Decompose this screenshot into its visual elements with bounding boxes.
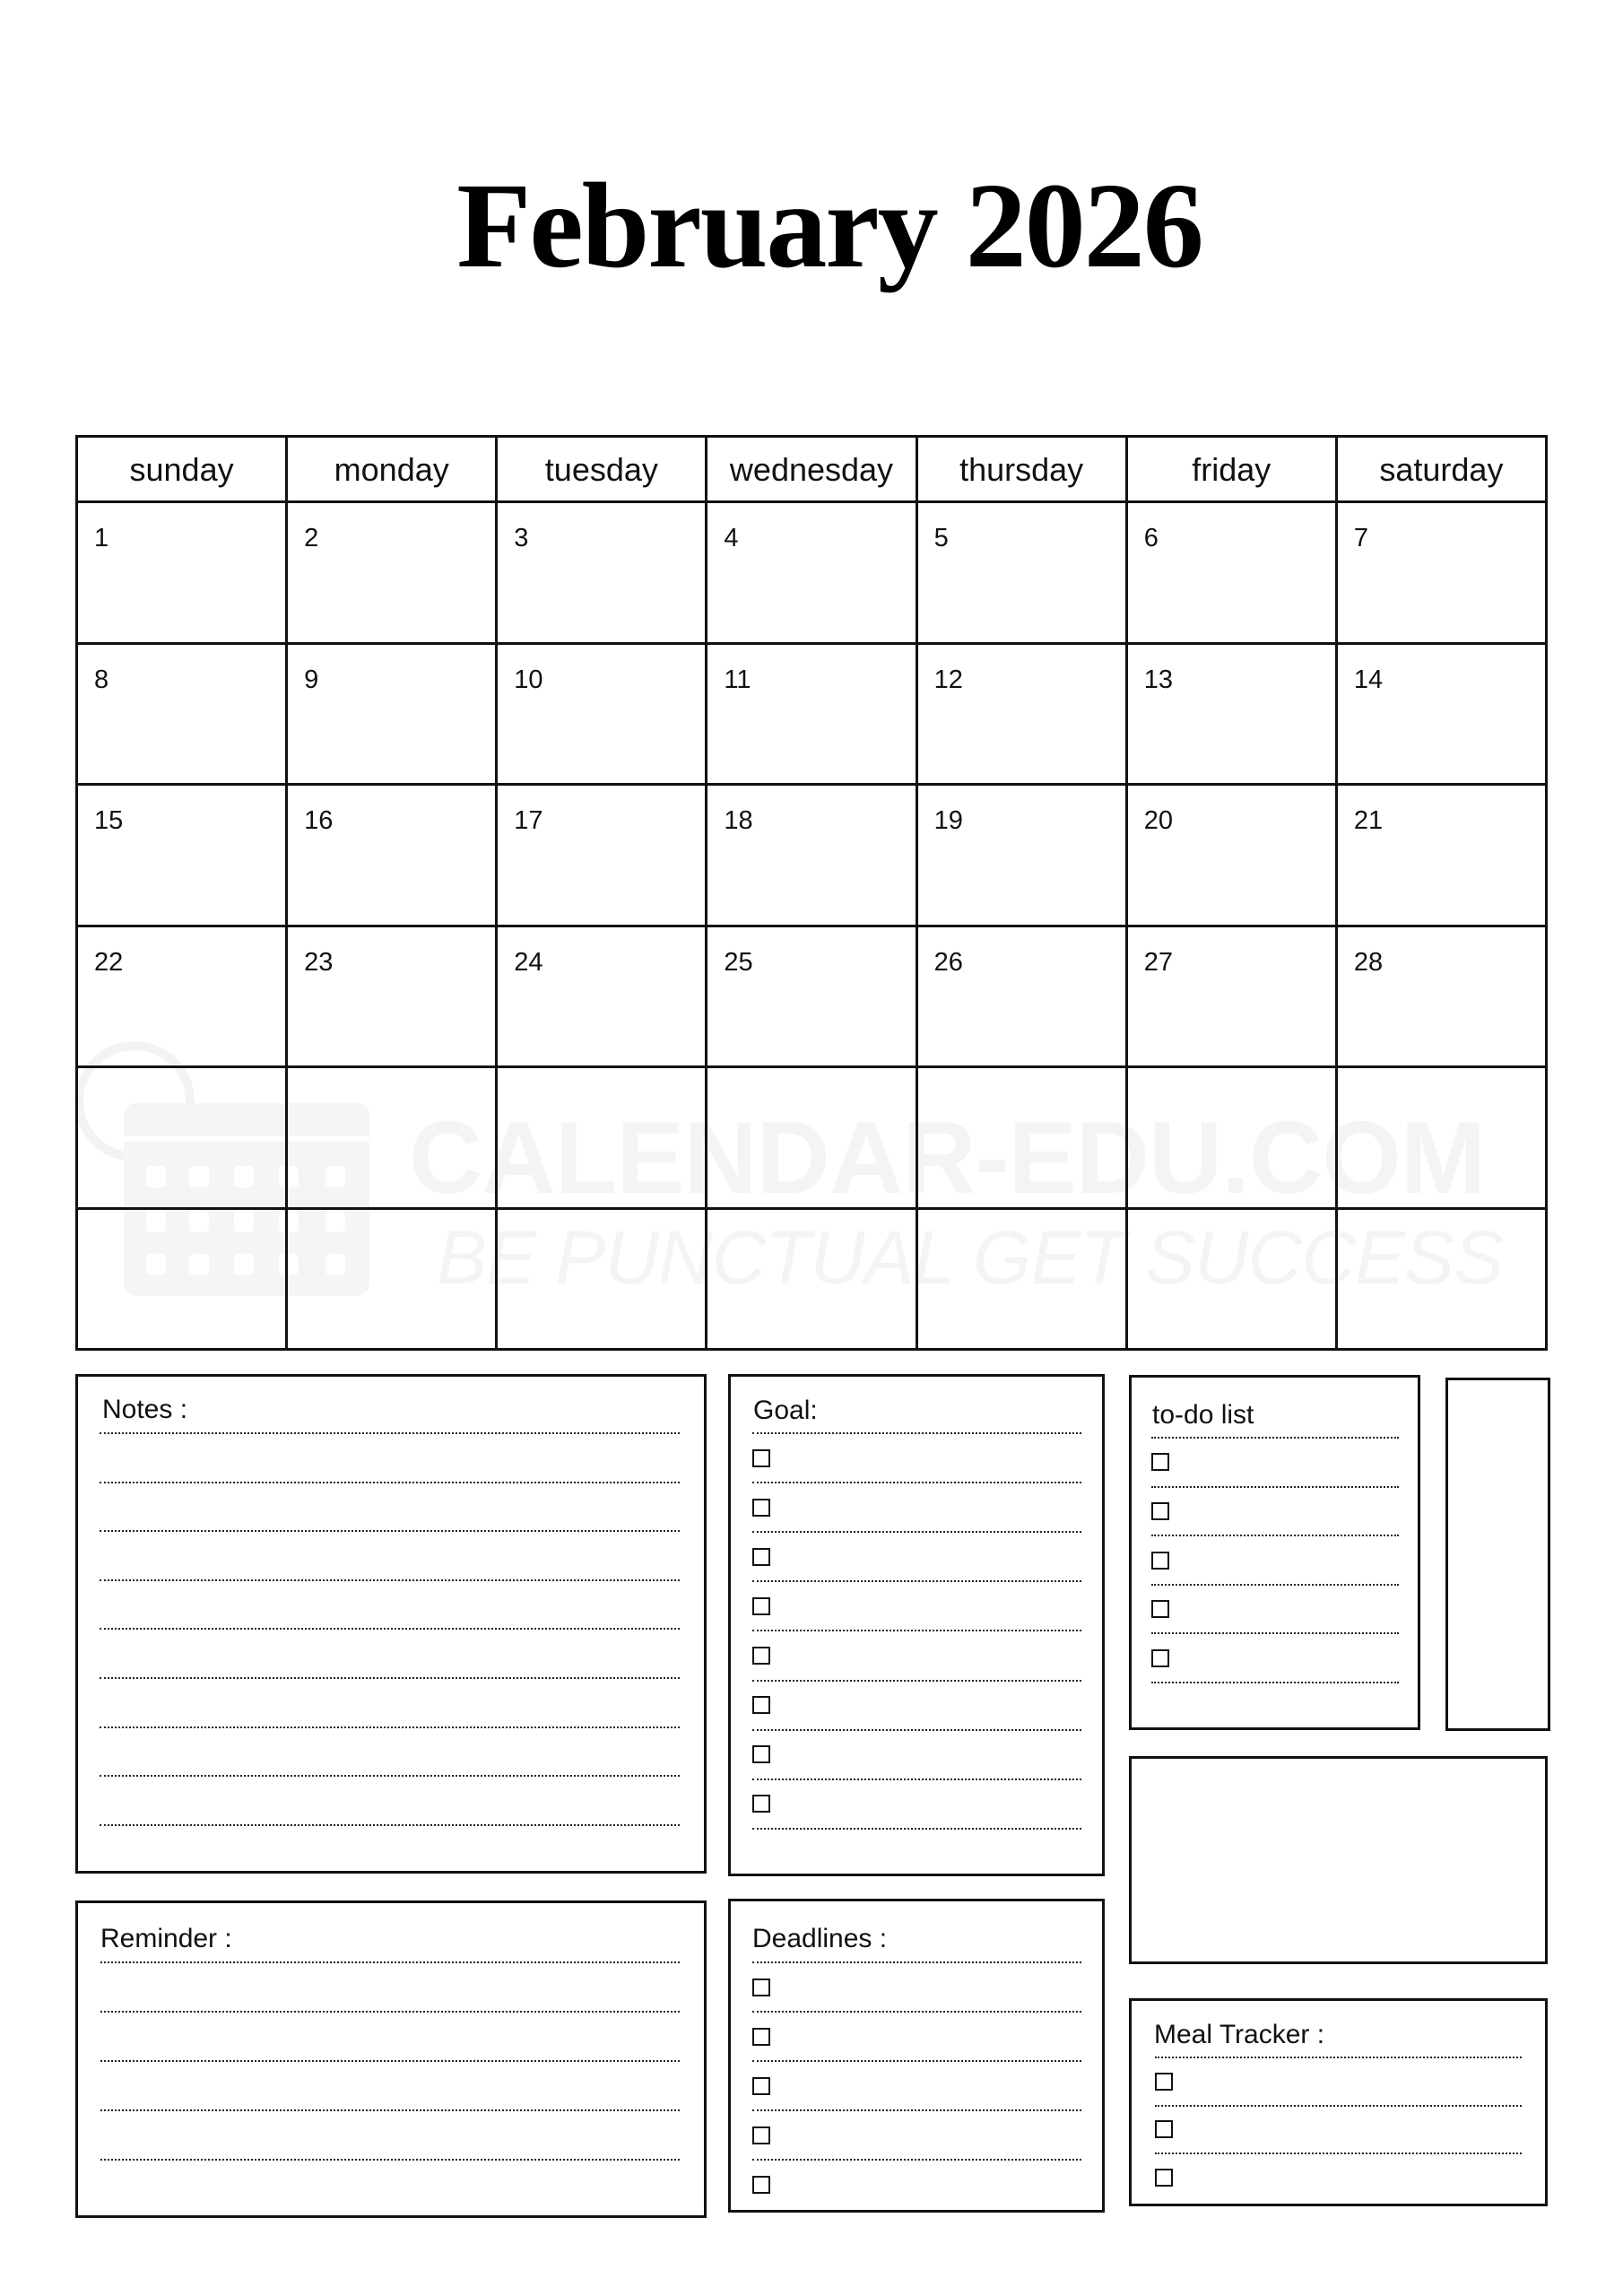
day-cell <box>78 786 288 927</box>
day-number: 22 <box>94 947 124 977</box>
day-number: 27 <box>1143 947 1173 977</box>
day-cell <box>1128 645 1338 787</box>
day-number: 19 <box>933 806 963 835</box>
day-cell <box>918 927 1128 1069</box>
checkbox-icon <box>752 1597 770 1615</box>
watermark-slogan: BE PUNCTUAL GET SUCCESS <box>437 1215 1504 1300</box>
day-number: 3 <box>514 524 529 552</box>
dotted-writing-line <box>752 1828 1081 1830</box>
notes-panel <box>75 1374 707 1874</box>
day-cell <box>1128 503 1338 645</box>
checkbox-icon <box>752 1499 770 1517</box>
watermark-brand: CALENDAR-EDU.COM <box>409 1101 1485 1215</box>
day-cell <box>78 1068 288 1210</box>
checkbox-icon <box>1151 1502 1169 1520</box>
checkbox-icon <box>752 2126 770 2144</box>
day-number: 15 <box>94 806 124 835</box>
page-title: February 2026 <box>456 159 1202 293</box>
day-number: 25 <box>724 947 753 977</box>
dotted-writing-line <box>1155 2105 1522 2107</box>
day-number: 2 <box>304 524 319 552</box>
day-cell <box>1338 927 1548 1069</box>
day-number: 8 <box>94 665 109 694</box>
day-cell <box>288 1068 498 1210</box>
weekday-header: saturday <box>1338 438 1548 503</box>
dotted-writing-line <box>100 1961 680 1963</box>
reminder-panel <box>75 1900 707 2218</box>
dotted-writing-line <box>1151 1486 1399 1488</box>
checkbox-icon <box>752 1745 770 1763</box>
checkbox-icon <box>752 1548 770 1566</box>
dotted-writing-line <box>752 2159 1081 2161</box>
day-number: 9 <box>304 665 319 694</box>
day-cell <box>918 1068 1128 1210</box>
dotted-writing-line <box>752 2011 1081 2013</box>
day-cell <box>498 1210 707 1352</box>
day-cell <box>498 1068 707 1210</box>
day-number: 24 <box>514 947 543 977</box>
checkbox-icon <box>1155 2120 1173 2138</box>
dotted-writing-line <box>1155 2057 1522 2058</box>
day-cell <box>498 503 707 645</box>
day-number: 4 <box>724 524 739 552</box>
weekday-header: sunday <box>78 438 288 503</box>
day-cell <box>1338 503 1548 645</box>
checkbox-icon <box>752 1696 770 1714</box>
todo-label: to-do list <box>1152 1400 1254 1430</box>
day-cell <box>918 786 1128 927</box>
checkbox-icon <box>752 1647 770 1665</box>
dotted-writing-line <box>100 1579 680 1581</box>
day-cell <box>707 645 917 787</box>
day-cell <box>707 927 917 1069</box>
weekday-header: tuesday <box>498 438 707 503</box>
goal-label: Goal: <box>753 1396 818 1425</box>
day-cell <box>288 927 498 1069</box>
dotted-writing-line <box>100 1432 680 1434</box>
dotted-writing-line <box>100 1482 680 1483</box>
checkbox-icon <box>1151 1453 1169 1471</box>
day-cell <box>1338 645 1548 787</box>
day-number: 16 <box>304 806 334 835</box>
dotted-writing-line <box>100 1775 680 1777</box>
dotted-writing-line <box>100 2060 680 2062</box>
weekday-header: friday <box>1128 438 1338 503</box>
dotted-writing-line <box>100 1824 680 1826</box>
dotted-writing-line <box>752 1482 1081 1483</box>
day-number: 12 <box>933 665 963 694</box>
checkbox-icon <box>752 2028 770 2046</box>
dotted-writing-line <box>100 1677 680 1679</box>
day-cell <box>918 1210 1128 1352</box>
dotted-writing-line <box>752 1630 1081 1631</box>
day-cell <box>918 503 1128 645</box>
day-number: 7 <box>1353 524 1368 552</box>
dotted-writing-line <box>1151 1584 1399 1586</box>
day-cell <box>707 1068 917 1210</box>
day-number: 21 <box>1353 806 1384 835</box>
dotted-writing-line <box>752 1432 1081 1434</box>
checkbox-icon <box>752 1449 770 1467</box>
blank-box <box>1129 1756 1548 1964</box>
day-cell <box>78 927 288 1069</box>
dotted-writing-line <box>752 1531 1081 1533</box>
meal-tracker-panel <box>1129 1998 1548 2206</box>
day-cell <box>288 1210 498 1352</box>
weekday-header: thursday <box>918 438 1128 503</box>
checkbox-icon <box>1155 2073 1173 2091</box>
day-cell <box>288 786 498 927</box>
calendar-grid <box>75 435 1548 1351</box>
day-cell <box>1128 1068 1338 1210</box>
deadlines-panel <box>728 1899 1105 2213</box>
dotted-writing-line <box>100 2011 680 2013</box>
day-cell <box>707 1210 917 1352</box>
day-number: 28 <box>1353 947 1384 977</box>
checkbox-icon <box>752 1795 770 1813</box>
meal-tracker-label: Meal Tracker : <box>1154 2020 1325 2049</box>
day-cell <box>707 786 917 927</box>
weekday-header: monday <box>288 438 498 503</box>
notes-label: Notes : <box>102 1395 188 1424</box>
day-cell <box>78 645 288 787</box>
checkbox-icon <box>1151 1649 1169 1667</box>
dotted-writing-line <box>1151 1535 1399 1536</box>
dotted-writing-line <box>752 1961 1081 1963</box>
day-number: 1 <box>94 524 109 552</box>
checkbox-icon <box>752 2077 770 2095</box>
day-number: 23 <box>304 947 334 977</box>
day-cell <box>1338 786 1548 927</box>
day-cell <box>78 1210 288 1352</box>
day-cell <box>1128 927 1338 1069</box>
day-cell <box>1128 1210 1338 1352</box>
dotted-writing-line <box>1151 1437 1399 1439</box>
dotted-writing-line <box>1151 1682 1399 1683</box>
day-cell <box>288 645 498 787</box>
day-cell <box>1338 1068 1548 1210</box>
checkbox-icon <box>1151 1600 1169 1618</box>
dotted-writing-line <box>1155 2152 1522 2154</box>
dotted-writing-line <box>752 1580 1081 1582</box>
dotted-writing-line <box>752 1779 1081 1780</box>
dotted-writing-line <box>752 2060 1081 2062</box>
day-cell <box>1128 786 1338 927</box>
day-number: 14 <box>1353 665 1384 694</box>
day-number: 26 <box>933 947 963 977</box>
day-cell <box>707 503 917 645</box>
day-cell <box>1338 1210 1548 1352</box>
checkbox-icon <box>1155 2169 1173 2187</box>
dotted-writing-line <box>100 2159 680 2161</box>
todo-panel <box>1129 1375 1420 1730</box>
weekday-header: wednesday <box>707 438 917 503</box>
day-number: 13 <box>1143 665 1173 694</box>
day-number: 11 <box>724 665 751 694</box>
dotted-writing-line <box>100 1628 680 1630</box>
checkbox-icon <box>752 2176 770 2194</box>
day-cell <box>78 503 288 645</box>
day-cell <box>918 645 1128 787</box>
dotted-writing-line <box>1151 1632 1399 1634</box>
checkbox-icon <box>752 1979 770 1996</box>
day-number: 18 <box>724 806 753 835</box>
day-cell <box>498 645 707 787</box>
day-number: 6 <box>1143 524 1159 552</box>
day-number: 5 <box>933 524 949 552</box>
dotted-writing-line <box>100 1530 680 1532</box>
day-number: 20 <box>1143 806 1173 835</box>
deadlines-label: Deadlines : <box>752 1924 888 1953</box>
day-cell <box>498 927 707 1069</box>
checkbox-icon <box>1151 1552 1169 1570</box>
reminder-label: Reminder : <box>100 1924 232 1953</box>
day-cell <box>288 503 498 645</box>
dotted-writing-line <box>752 1680 1081 1682</box>
day-cell <box>498 786 707 927</box>
dotted-writing-line <box>752 2109 1081 2111</box>
dotted-writing-line <box>100 2109 680 2111</box>
dotted-writing-line <box>100 1726 680 1728</box>
goal-panel <box>728 1374 1105 1876</box>
dotted-writing-line <box>752 1729 1081 1731</box>
side-blank-box <box>1445 1378 1550 1731</box>
day-number: 17 <box>514 806 543 835</box>
day-number: 10 <box>514 665 543 694</box>
